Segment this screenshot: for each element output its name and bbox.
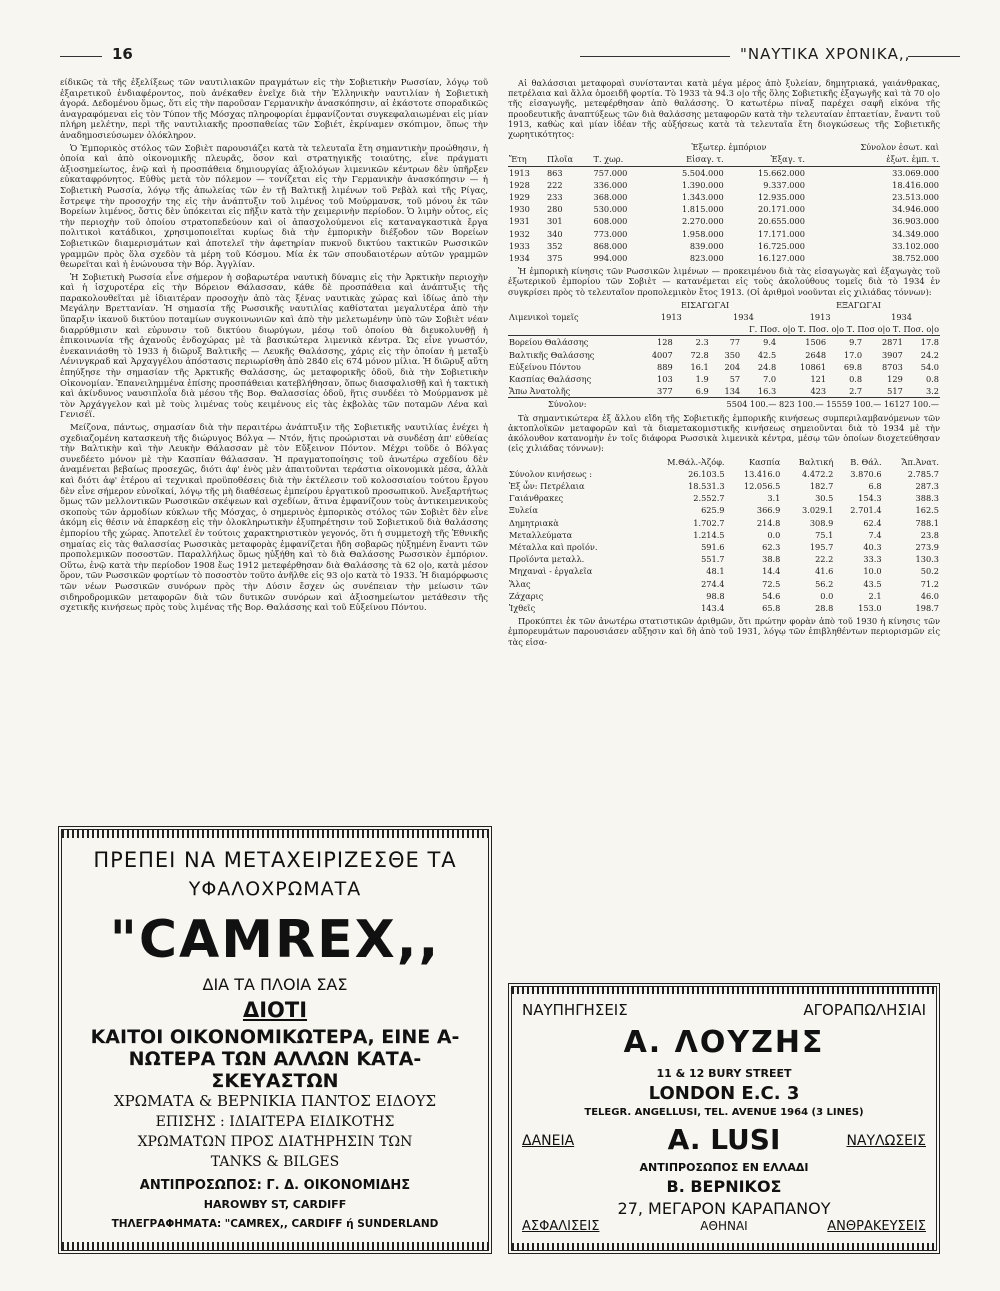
table-cell: 7.4	[868, 529, 882, 540]
table-cell: 40.3	[863, 541, 882, 552]
table-cell: Ἄπω Ἀνατολῆς	[509, 386, 571, 397]
table-cell: 18.531.3	[688, 480, 725, 491]
table-row	[508, 529, 940, 541]
table-cell: 591.6	[701, 541, 725, 552]
table-row	[508, 191, 940, 203]
table-cell: 65.8	[762, 602, 781, 613]
table-cell: 280	[546, 204, 563, 215]
table-cell: 9.7	[849, 337, 863, 348]
table-cell: 17.8	[920, 337, 939, 348]
fleet-table-body	[508, 166, 940, 264]
column-header: Κασπία	[748, 456, 781, 467]
table-row	[508, 541, 940, 553]
table-cell: 42.5	[757, 349, 777, 360]
left-column	[60, 78, 488, 616]
ad-line: 27, ΜΕΓΑΡΟΝ ΚΑΡΑΠΑΝΟΥ	[617, 1199, 831, 1218]
table-cell: 517	[887, 386, 903, 397]
table-cell: 2.701.4	[850, 505, 882, 516]
louzis-name-greek: Α. ΛΟΥΖΗΣ	[623, 1025, 825, 1060]
table-cell: 757.000	[593, 167, 628, 178]
table-row	[508, 373, 940, 385]
table-row	[508, 228, 940, 240]
table-cell: Ξυλεία	[509, 505, 538, 516]
table-row	[508, 252, 940, 264]
paragraph: Ὁ Ἐμπορικὸς στόλος τῶν Σοβιὲτ παρουσιάζει κατὰ τὰ τελευταῖα ἔτη σημαντικὴν προώθησιν, ἡ ὁποία καὶ ἀπὸ οἰκονομικῆς πλευρᾶς, ὅσον καὶ στρατηγικῆς τοιαύτης, εἶνε πράγματι ἀξιοσημείωτος, ἐνῷ καὶ ἡ προσπάθεια δημιουργίας ἀξιολόγων λιμενικῶν κέντρων δὲν ὑπῆρξεν εὐκαταφρόνητος. Εὐθὺς μετὰ τὸν πόλεμον — τονίζεται εἰς τὴν Γερμανικὴν ἀνασκόπησιν — ἡ Σοβιετικὴ Ρωσσία, λόγῳ τῆς ἀπωλείας τῶν ἐν τῇ Βαλτικῇ λιμένων τοῦ Ρεβὰλ καὶ τῆς Ρίγας, ἔστρεψε τὴν προσοχήν της εἰς τὴν ἀνάπτυξιν τοῦ λιμένος τοῦ Μούρμανσκ, τοῦ μόνου ἐκ τῶν Βορείων λιμένος, ὅστις δὲν ὑπόκειται εἰς πῆξιν κατὰ τὴν χειμερινὴν περίοδον. Ὁ λιμὴν οὗτος, εἰς τὴν περιοχὴν τοῦ ὁποίου στρατοπεδεύουν καὶ οἱ ἀπασχολούμενοι εἰς καταναγκαστικὰ ἔργα πολιτικοὶ κατάδικοι, χρησιμοποιεῖται κυρίως διὰ τὴν ἐμπορικὴν διέξοδον τῶν Βορείων Σοβιετικῶν διαμερισμάτων καὶ ἀποτελεῖ τὴν ἀφετηρίαν πυκνοῦ δικτύου τακτικῶν Ρωσσικῶν γραμμῶν πρὸς ὅλα σχεδὸν τὰ μέρη τοῦ Κόσμου. Μία ἐκ τῶν σπουδαιοτέρων αὐτῶν γραμμῶν θεωρεῖται καὶ ἡ ἑνώνουσα τὴν Βόρ. Ἀγγλίαν.	[60, 143, 488, 271]
paragraph: Ἡ ἐμπορικὴ κίνησις τῶν Ρωσσικῶν λιμένων — προκειμένου διὰ τὰς εἰσαγωγὰς καὶ ἐξαγωγὰς τοῦ ἐξωτερικοῦ ἐμπορίου τῶν Σοβιὲτ — κατανέμεται εἰς τοὺς ἀκολούθους τομεῖς διὰ τὸ 1934 ἐν συγκρίσει πρὸς τὸ τελευταῖον προπολεμικὸν ἔτος 1913. (Οἱ ἀριθμοὶ νοοῦνται εἰς χιλιάδας τόννων):	[508, 266, 940, 297]
table-cell: 839.000	[689, 240, 724, 251]
ad-line: ΕΠΙΣΗΣ : ΙΔΙΑΙΤΕΡΑ ΕΙΔΙΚΟΤΗΣ	[155, 1114, 395, 1130]
table-cell: 54.6	[762, 590, 781, 601]
paragraph: Αἱ θαλάσσιαι μεταφοραὶ συνίστανται κατὰ μέγα μέρος ἀπὸ ξυλείαν, δημητριακά, γαιάνθρακας, πετρέλαια καὶ ἄλλα ὁμοειδῆ φορτία. Τὸ 1933 τὰ 94.3 ο|ο τῆς ὅλης Σοβιετικῆς ἐξαγωγῆς καὶ τὰ 70 ο|ο τῆς εἰσαγωγῆς, μετεφέρθησαν ἀπὸ θαλάσσης. Ὁ κατωτέρω πίναξ παρέχει σαφῆ εἰκόνα τῆς προοδευτικῆς ἀναπτύξεως τῶν διὰ θαλάσσης μεταφορῶν κατὰ τὴν τελευταίαν ἑπταετίαν, ἔναντι τοῦ 1913, καθὼς καὶ μίαν ἰδέαν τῆς αὐξήσεως κατὰ τὰ τελευταῖα ἔτη διογκώσεως τῆς Σοβιετικῆς χωρητικότητος:	[508, 78, 940, 140]
table-row	[508, 203, 940, 215]
table-cell: 23.513.000	[892, 192, 939, 203]
ad-line: Β. ΒΕΡΝΙΚΟΣ	[666, 1177, 782, 1196]
table-cell: 889	[657, 361, 673, 372]
table-header-row	[508, 153, 940, 166]
table-cell: 1934	[509, 253, 530, 264]
table-cell: 0.0	[820, 590, 834, 601]
table-cell: 41.6	[815, 566, 834, 577]
table-cell: 863	[546, 167, 563, 178]
table-cell: Γαιάνθρακες	[509, 493, 564, 504]
table-cell: 48.1	[706, 566, 725, 577]
table-cell: 336.000	[593, 179, 628, 190]
table-row	[508, 336, 940, 349]
table-header-row	[508, 456, 940, 468]
table-cell: 34.946.000	[892, 204, 939, 215]
table-cell: 0.8	[849, 374, 863, 385]
table-cell: 182.7	[809, 480, 834, 491]
table-cell: 1929	[509, 192, 530, 203]
table-cell: 1.9	[695, 374, 709, 385]
table-cell: 366.9	[756, 505, 781, 516]
ad-border-band	[512, 987, 936, 994]
column-header: Ἐξαγ. τ.	[770, 154, 805, 165]
table-cell: 20.655.000	[758, 216, 805, 227]
table-cell: 7.0	[763, 374, 777, 385]
table-cell: 162.5	[915, 505, 939, 516]
table-cell: 154.3	[858, 493, 882, 504]
table-cell: 1.343.000	[682, 192, 724, 203]
ad-border-band	[512, 1243, 936, 1250]
table-cell: 16.127.000	[758, 253, 805, 264]
table-cell: Μηχαναὶ - ἐργαλεῖα	[509, 566, 593, 577]
column-header: Πλοῖα	[546, 154, 573, 165]
ad-line: ΝΑΥΛΩΣΕΙΣ	[846, 1133, 926, 1149]
table-cell: 1.214.5	[693, 529, 725, 540]
table-cell: 214.8	[756, 517, 781, 528]
table-cell: 340	[546, 228, 563, 239]
total-label: Σύνολον:	[548, 399, 587, 410]
ad-line: ΔΙΑ ΤΑ ΠΛΟΙΑ ΣΑΣ	[202, 975, 348, 994]
table-cell: 2.270.000	[682, 216, 724, 227]
table-cell: Βαλτικῆς Θαλάσσης	[509, 349, 595, 360]
paragraph: είδικῶς τὰ τῆς ἐξελίξεως τῶν ναυτιλιακῶν πραγμάτων εἰς τὴν Σοβιετικὴν Ρωσσίαν, λόγῳ τοῦ ἐξαιρετικοῦ ἐνδιαφέροντος, ποὺ ἀνέκαθεν ἐνεῖχε διὰ τὴν Ἑλληνικὴν ναυτιλίαν ἡ Σοβιετικὴ ἀγορά. Δεδομένου ὅμως, ὅτι εἰς τὴν παροῦσαν Γερμανικὴν ἀνασκόπησιν, αἱ ἑκάστοτε σποραδικῶς ἀναγραφόμεναι εἰς τὸν Τύπον τῆς Μόσχας πληροφορίαι ἐμφανίζονται συγκεφαλαιωμέναι εἰς μίαν πλήρη μελέτην, περὶ τῆς ναυτιλιακῆς προσπαθείας τῶν Σοβιέτ, ἐκρίναμεν σκόπιμον, ὅπως τὴν ἀναδημοσιεύσωμεν ὁλόκληρον.	[60, 78, 488, 141]
table-group-header	[508, 299, 940, 311]
table-cell: 1.958.000	[682, 228, 724, 239]
table-row	[508, 361, 940, 373]
table-cell: Μεταλλεύματα	[509, 529, 573, 540]
table-cell: 204	[724, 361, 741, 372]
table-cell: 823.000	[689, 253, 724, 264]
table-cell: 22.2	[815, 554, 834, 565]
table-cell: 34.349.000	[892, 228, 939, 239]
table-cell: 23.8	[920, 529, 939, 540]
table-cell: 6.8	[868, 480, 882, 491]
table-cell: 20.171.000	[758, 204, 805, 215]
ad-border-band	[62, 830, 488, 838]
table-cell: Ἐξ ὧν: Πετρέλαια	[509, 480, 585, 491]
table-cell: 69.8	[843, 361, 863, 372]
table-cell: 26.103.5	[688, 468, 725, 479]
table-subheader	[508, 323, 940, 336]
column-header: Βαλτική	[798, 456, 834, 467]
ad-line: ΥΦΑΛΟΧΡΩΜΑΤΑ	[188, 878, 362, 900]
table-cell: 36.903.000	[892, 216, 939, 227]
table-cell: 3907	[881, 349, 903, 360]
table-cell: 10861	[800, 361, 827, 372]
paragraph: Μείζονα, πάντως, σημασίαν διὰ τὴν περαιτέρω ἀνάπτυξιν τῆς Σοβιετικῆς ναυτιλίας ἐνέχει ἡ σχεδιαζομένη κατασκευὴ τῆς διώρυγος Βόλγα — Ντόν, ἥτις προώρισται νὰ συνδέσῃ ἀπ' εὐθείας τὴν Βαλτικὴν καὶ τὴν Λευκὴν Θάλασσαν μὲ τὸν Εὔξεινον Πόντον. Μέχρι τοῦδε ὁ Βόλγας συνεδέετο μόνον μὲ τὴν Κασπίαν θάλασσαν. Ἡ πραγματοποίησις τοῦ ἀνωτέρω σχεδίου δὲν ἀναμένεται βεβαίως προσεχῶς, διότι ἀφ' ἑνὸς μὲν ἀπαιτοῦνται τεράστια οἰκονομικὰ μέσα, ἀλλὰ καὶ διότι ἀφ' ἑτέρου αἱ τεχνικαὶ προϋποθέσεις διὰ τὴν ἐκτέλεσιν τοῦ κολοσσιαίου τούτου ἔργου δὲν εἶνε σήμερον εὐνοϊκαί, λόγῳ τῆς μὴ διαθέσεως ἐμπείρου ἐργατικοῦ προσωπικοῦ. Ἀνεξαρτήτως ὅμως τῶν μελλοντικῶν Ρωσσικῶν σκέψεων καὶ σχεδίων, ἅτινα ἐμφανίζουν τοὺς ἀντικειμενικοὺς σκοποὺς τῶν ἁρμοδίων κύκλων τῆς Μόσχας, ὁ σημερινὸς ἐμπορικὸς στόλος τῶν Σοβιὲτ δὲν εἶνε ἀκόμη εἰς θέσιν νὰ ἐπαρκέσῃ εἰς τὴν ὁλοκληρωτικὴν ἐξυπηρέτησιν τοῦ Σοβιετικοῦ διὰ θαλάσσης ἐμπορίου τῆς χώρας. Ἀποτελεῖ ἐν τούτοις χαρακτηριστικὸν γεγονός, ὅτι ἡ συμμετοχὴ τῆς Ἐθνικῆς σημαίας εἰς τὰς θαλασσίας Ρωσσικὰς μεταφορὰς ἐμφανίζεται ἤδη σοβαρῶς ηὐξημένη ἔναντι τῶν προπολεμικῶν ποσοστῶν. Παραλλήλως ὅμως ηὐξήθη καὶ τὸ διὰ Θαλάσσης Ρωσσικὸν ἐμπόριον. Οὕτω, ἐνῷ κατὰ τὴν περίοδον 1908 ἕως 1912 μετεφέρθησαν διὰ Θαλάσσης τὰ 62 ο|ο, κατὰ μέσον ὅρον, τῶν Ρωσσικῶν φορτίων τὸ ποσοστὸν τοῦτο ἀνῆλθε εἰς 93 ο|ο κατὰ τὸ 1933. Ἡ διαμόρφωσις τῶν νέων Ρωσσικῶν συνόρων πρὸς τὴν Δύσιν ἔσχεν ὡς συνέπειαν τὴν μείωσιν τῶν σιδηροδρομικῶν μεταφορῶν διὰ τῶν δυτικῶν συνόρων καὶ ἀξιοσημείωτον μετάθεσιν τῆς σχετικῆς κινήσεως πρὸς τοὺς λιμένας τῆς Βορ. Θαλάσσης καὶ τοῦ Εὐξείνου Πόντου.	[60, 423, 488, 614]
table-cell: Ἰχθεῖς	[509, 602, 536, 613]
table-cell: 9.4	[763, 337, 777, 348]
table-row	[508, 602, 940, 614]
table-cell: 2.1	[868, 590, 882, 601]
table-cell: 1.815.000	[682, 204, 724, 215]
table-cell: 16.3	[757, 386, 777, 397]
paragraph: Ἡ Σοβιετικὴ Ρωσσία εἶνε σήμερον ἡ σοβαρωτέρα ναυτικὴ δύναμις εἰς τὴν Ἀρκτικὴν περιοχὴν καὶ ἡ ἰσχυροτέρα εἰς τὴν Βόρειον Θάλασσαν, κάθε δὲ προσπάθεια καὶ ἀνάπτυξις τῆς παρακολουθεῖται μὲ ἰδιαιτέραν προσοχὴν ἀπὸ τὰς ξένας ναυτικὰς χώρας καὶ ἰδίως ἀπὸ τὴν Μεγάλην Βρεττανίαν. Ἡ σημασία τῆς Ρωσσικῆς ναυτιλίας καθίσταται μεγαλυτέρα ἀπὸ τὴν ὕπαρξιν ἱκανοῦ δικτύου ποταμίων συγκοινωνιῶν καὶ ἀπὸ τὴν μελετωμένην ὑπὸ τῶν Σοβιὲτ νέαν διαρρύθμισιν καὶ εὐρυνσιν τοῦ δικτύου διωρύγων, μέσῳ τοῦ ὁποίου θὰ διευκολυνθῇ ἡ ἐπικοινωνία τῆς ἀχανοῦς ἐνδοχώρας μὲ τὰ βασικώτερα λιμενικὰ κέντρα. Ὡς εἶνε γνωστόν, ἐνεκαινιάσθη τὸ 1933 ἡ διῶρυξ Βαλτικῆς — Λευκῆς Θαλάσσης, χάρις εἰς τὴν ὁποίαν ἡ μεταξὺ Λένινγκραδ καὶ Ἀρχαγγέλου ἀπόστασις περιωρίσθη ἀπὸ 2840 εἰς 674 μόνον μίλια. Ἡ διῶρυξ αὕτη ἐπηύξησε τὴν σημασίαν τῆς Ἀρκτικῆς Θαλάσσης, ὡς μεταφορικῆς ὁδοῦ, διὰ τὴν Σοβιετικὴν Οἰκονομίαν. Ἐπανειλημμένα ἐπίσης προσπάθειαι κατεβλήθησαν, ὅπως διασφαλισθῇ καὶ ἡ τακτικὴ καὶ ἀκίνδυνος ναυσιπλοΐα διὰ μέσου τῆς Βορ. Θαλασσίας ὁδοῦ, ἥτις συνδέει τὸ Μούρμανσκ μὲ τὸν Ἀρχάγγελον καὶ μὲ τοὺς λιμένας τοὺς κειμένους εἰς τὰς ἐκβολὰς τῶν ποταμῶν Λένα καὶ Γενισέϊ.	[60, 272, 488, 421]
table-cell: 551.7	[701, 554, 725, 565]
right-column	[508, 78, 940, 649]
ad-line: 11 & 12 BURY STREET	[656, 1067, 792, 1080]
year-head: 1934	[733, 312, 754, 323]
table-cell: 98.8	[706, 590, 725, 601]
ad-line: ΑΣΦΑΛΙΣΕΙΣ	[522, 1219, 600, 1234]
ports-table	[508, 299, 940, 411]
table-cell: 287.3	[915, 480, 939, 491]
table-cell: 30.5	[815, 493, 834, 504]
table-cell: 377	[657, 386, 673, 397]
table-cell: Ἅλας	[509, 578, 531, 589]
table-cell: 17.0	[843, 349, 863, 360]
table-row	[508, 578, 940, 590]
table-cell: 103	[657, 374, 673, 385]
table-cell: 57	[729, 374, 741, 385]
ad-line: ΑΘΗΝΑΙ	[700, 1219, 748, 1233]
table-cell: 2.552.7	[693, 493, 725, 504]
table-cell: 2871	[881, 337, 903, 348]
table-cell: Μέταλλα καὶ προϊόν.	[509, 541, 598, 552]
table-cell: 1506	[805, 337, 827, 348]
sector-label: Λιμενικοὶ τομεῖς	[509, 312, 579, 323]
table-cell: 128	[657, 337, 673, 348]
table-cell: 994.000	[593, 253, 628, 264]
table-group-head: Σύνολον ἐσωτ. καὶ	[860, 142, 939, 153]
table-cell: 75.1	[815, 529, 834, 540]
ad-line: TANKS & BILGES	[210, 1154, 340, 1170]
table-year-row	[508, 311, 940, 323]
table-cell: 222	[546, 179, 563, 190]
table-row	[508, 215, 940, 227]
table-cell: Δημητριακὰ	[509, 517, 559, 528]
table-cell: 4007	[651, 349, 673, 360]
table-row	[508, 553, 940, 565]
table-cell: 14.4	[762, 566, 781, 577]
total-values: 5504 100.— 823 100.— 15559 100.— 16127 100.—	[726, 399, 939, 410]
table-cell: 423	[810, 386, 827, 397]
column-header	[508, 456, 639, 468]
table-cell: Ζάχαρις	[509, 590, 544, 601]
page-header	[60, 45, 940, 69]
table-cell: 0.8	[925, 374, 939, 385]
table-cell: 1.390.000	[682, 179, 724, 190]
header-rule-mid	[580, 56, 730, 57]
table-cell: Προϊόντα μεταλλ.	[509, 554, 585, 565]
table-cell: 121	[810, 374, 827, 385]
table-cell: 2.785.7	[907, 468, 939, 479]
ad-line: TELEGR. ANGELLUSI, TEL. AVENUE 1964 (3 LINES)	[584, 1107, 864, 1118]
header-rule-left	[60, 56, 102, 57]
table-cell: Βορείου Θαλάσσης	[509, 337, 589, 348]
table-cell: 71.2	[920, 578, 939, 589]
table-cell: 625.9	[701, 505, 725, 516]
table-cell: 368.000	[593, 192, 628, 203]
table-row	[508, 590, 940, 602]
table-group-head: ΕΙΣΑΓΩΓΑΙ	[680, 299, 730, 310]
column-header: Μ.Θάλ.-Ἀζόφ.	[667, 456, 725, 467]
table-cell: 18.416.000	[892, 179, 939, 190]
table-total-row	[508, 398, 940, 411]
fleet-table	[508, 141, 940, 264]
table-cell: 2.3	[695, 337, 709, 348]
table-cell: 77	[729, 337, 741, 348]
table-cell: 17.171.000	[758, 228, 805, 239]
table-group-head: Ἐξωτερ. ἐμπόριον	[691, 142, 767, 153]
table-cell: 3.870.6	[850, 468, 882, 479]
table-cell: 3.029.1	[802, 505, 834, 516]
louzis-name-latin: A. LUSI	[667, 1123, 781, 1156]
table-cell: 1913	[509, 167, 530, 178]
table-cell: 350	[724, 349, 741, 360]
page-number: 16	[112, 45, 133, 63]
table-cell: 1932	[509, 228, 530, 239]
camrex-brand: "CAMREX,,	[109, 910, 441, 970]
table-cell: 198.7	[915, 602, 939, 613]
ad-line: ΑΝΤΙΠΡΟΣΩΠΟΣ ΕΝ ΕΛΛΑΔΙ	[639, 1161, 809, 1174]
sub-head: Γ. Ποσ. ο|ο Τ. Ποσ. ο|ο Τ. Ποσ ο|ο Τ. Ποσ. ο|ο	[748, 324, 939, 335]
table-cell: 273.9	[915, 541, 939, 552]
table-cell: 5.504.000	[682, 167, 724, 178]
table-cell: 24.2	[920, 349, 939, 360]
ad-line: ΑΝΤΙΠΡΟΣΩΠΟΣ: Γ. Δ. ΟΙΚΟΝΟΜΙΔΗΣ	[139, 1178, 411, 1193]
table-cell: 388.3	[915, 493, 939, 504]
column-header: Β. Θάλ.	[850, 456, 882, 467]
table-cell: 530.000	[593, 204, 628, 215]
ad-line: ΧΡΩΜΑΤΑ & ΒΕΡΝΙΚΙΑ ΠΑΝΤΟΣ ΕΙΔΟΥΣ	[113, 1092, 437, 1110]
table-cell: 33.3	[863, 554, 882, 565]
table-cell: 50.2	[920, 566, 939, 577]
ad-line: ΑΝΘΡΑΚΕΥΣΕΙΣ	[827, 1219, 926, 1234]
table-cell: 33.069.000	[892, 167, 939, 178]
table-cell: 134	[724, 386, 741, 397]
table-cell: 788.1	[915, 517, 939, 528]
table-row	[508, 517, 940, 529]
commodities-table	[508, 456, 940, 615]
table-cell: 12.935.000	[758, 192, 805, 203]
table-cell: 375	[546, 253, 563, 264]
column-header: Εἰσαγ. τ.	[686, 154, 724, 165]
table-cell: 72.5	[762, 578, 781, 589]
table-cell: 3.2	[925, 386, 939, 397]
table-row	[508, 480, 940, 492]
ad-line: ΚΑΙΤΟΙ ΟΙΚΟΝΟΜΙΚΩΤΕΡΑ, ΕΙΝΕ Α-	[90, 1026, 460, 1048]
table-cell: 24.8	[757, 361, 777, 372]
table-cell: 54.0	[920, 361, 939, 372]
table-cell: 2.7	[849, 386, 863, 397]
table-cell: 12.056.5	[743, 480, 781, 491]
table-cell: Σύνολον κινήσεως :	[509, 468, 593, 479]
ports-table-body	[508, 336, 940, 398]
ad-line: ΔΙΟΤΙ	[242, 998, 308, 1022]
table-cell: 13.416.0	[743, 468, 781, 479]
year-head: 1913	[660, 312, 682, 323]
table-cell: 1.702.7	[693, 517, 725, 528]
table-cell: 43.5	[863, 578, 882, 589]
table-row	[508, 565, 940, 577]
table-cell: 2648	[805, 349, 827, 360]
ad-line: HAROWBY ST, CARDIFF	[203, 1198, 347, 1211]
column-header: Ἔτη	[509, 154, 527, 165]
table-cell: 773.000	[593, 228, 628, 239]
table-cell: 1928	[509, 179, 530, 190]
table-cell: 62.3	[762, 541, 781, 552]
column-header: Ἄπ.Ἀνατ.	[901, 456, 939, 467]
ad-line: ΤΗΛΕΓΡΑΦΗΜΑΤΑ: "CAMREX,, CARDIFF ή SUNDERLAND	[111, 1218, 439, 1230]
table-cell: 301	[546, 216, 563, 227]
louzis-advertisement	[508, 983, 940, 1254]
commodities-table-body	[508, 468, 940, 614]
table-cell: 130.3	[915, 554, 939, 565]
table-cell: 274.4	[701, 578, 725, 589]
table-cell: 233	[546, 192, 563, 203]
column-header: ἐξωτ. ἐμπ. τ.	[886, 154, 939, 165]
year-head: 1934	[891, 312, 912, 323]
ad-line: ΝΩΤΕΡΑ ΤΩΝ ΑΛΛΩΝ ΚΑΤΑ-	[128, 1048, 422, 1070]
ad-line: ΧΡΩΜΑΤΩΝ ΠΡΟΣ ΔΙΑΤΗΡΗΣΙΝ ΤΩΝ	[137, 1134, 413, 1150]
table-cell: 4.472.2	[802, 468, 834, 479]
table-cell: 10.0	[863, 566, 882, 577]
table-cell: 16.725.000	[758, 240, 805, 251]
ad-line: ΠΡΕΠΕΙ ΝΑ ΜΕΤΑΧΕΙΡΙΖΕΣΘΕ ΤΑ	[93, 848, 457, 872]
table-cell: 143.4	[701, 602, 725, 613]
table-cell: 56.2	[815, 578, 834, 589]
table-cell: 1930	[509, 204, 530, 215]
table-cell: 72.8	[690, 349, 709, 360]
table-cell: 153.0	[858, 602, 882, 613]
table-cell: 15.662.000	[758, 167, 805, 178]
ad-line-block	[62, 1026, 488, 1092]
table-row	[508, 385, 940, 398]
table-cell: 8703	[881, 361, 903, 372]
ad-border-band	[62, 1242, 488, 1250]
table-row	[508, 492, 940, 504]
table-cell: 28.8	[815, 602, 834, 613]
table-cell: 33.102.000	[892, 240, 939, 251]
table-cell: 38.8	[762, 554, 781, 565]
table-cell: 16.1	[690, 361, 709, 372]
table-row	[508, 349, 940, 361]
camrex-advertisement	[58, 826, 492, 1254]
paragraph: Τὰ σημαντικώτερα ἐξ ἄλλου εἴδη τῆς Σοβιετικῆς ἐμπορικῆς κινήσεως συμπεριλαμβανόμενων τῶν ἀκτοπλοϊκῶν μεταφορῶν καὶ τὰ διαμετακομιστικῆς κινήσεως σημειοῦνται διὰ τὸ 1934 μὲ τὴν ἀκόλουθον κατανομὴν ἐν τοῖς διάφορα Ρωσσικὰ λιμενικὰ κέντρα, μέσῳ τῶν ὁποίων διοχετεύθησαν (εἰς χιλιάδας τόννων):	[508, 412, 940, 454]
table-group-header	[508, 141, 940, 153]
table-cell: 1931	[509, 216, 530, 227]
table-cell: 9.337.000	[763, 179, 805, 190]
ad-line: ΣΚΕΥΑΣΤΩΝ	[211, 1070, 339, 1092]
table-cell: 608.000	[593, 216, 628, 227]
table-row	[508, 166, 940, 179]
paragraph: Προκύπτει ἐκ τῶν ἀνωτέρω στατιστικῶν ἀριθμῶν, ὅτι πρώτην φορὰν ἀπὸ τοῦ 1930 ἡ κίνησις τῶν ἐμπορευμάτων παρουσιάσεν αὔξησιν καὶ δὴ ἀπὸ τοῦ 1931, λόγῳ τῶν ἐπιβληθέντων περιορισμῶν εἰς τὰς εἰσα-	[508, 616, 940, 647]
ad-line: ΔΑΝΕΙΑ	[522, 1133, 575, 1149]
ad-line: ΑΓΟΡΑΠΩΛΗΣΙΑΙ	[803, 1001, 926, 1019]
table-cell: 3.1	[767, 493, 781, 504]
ad-line: ΝΑΥΠΗΓΗΣΕΙΣ	[522, 1001, 628, 1019]
year-head: 1913	[809, 312, 831, 323]
table-cell: Κασπίας Θαλάσσης	[509, 374, 592, 385]
table-cell: 46.0	[920, 590, 939, 601]
table-row	[508, 504, 940, 516]
table-cell: 1933	[509, 240, 530, 251]
column-header: Τ. χωρ.	[593, 154, 624, 165]
header-rule-right	[908, 56, 960, 57]
table-cell: 6.9	[695, 386, 709, 397]
journal-title: "ΝΑΥΤΙΚΑ ΧΡΟΝΙΚΑ,,	[740, 45, 911, 63]
table-cell: 38.752.000	[892, 253, 939, 264]
table-cell: 62.4	[863, 517, 882, 528]
table-row	[508, 240, 940, 252]
table-cell: 868.000	[593, 240, 628, 251]
table-cell: 0.0	[767, 529, 781, 540]
table-cell: 129	[887, 374, 903, 385]
table-row	[508, 468, 940, 480]
ad-line: LONDON E.C. 3	[648, 1083, 800, 1104]
table-cell: 308.9	[809, 517, 834, 528]
table-row	[508, 179, 940, 191]
table-cell: 195.7	[809, 541, 834, 552]
table-cell: 352	[546, 240, 563, 251]
table-cell: Εὐξείνου Πόντου	[509, 361, 581, 372]
table-group-head: ΕΞΑΓΩΓΑΙ	[836, 299, 882, 310]
